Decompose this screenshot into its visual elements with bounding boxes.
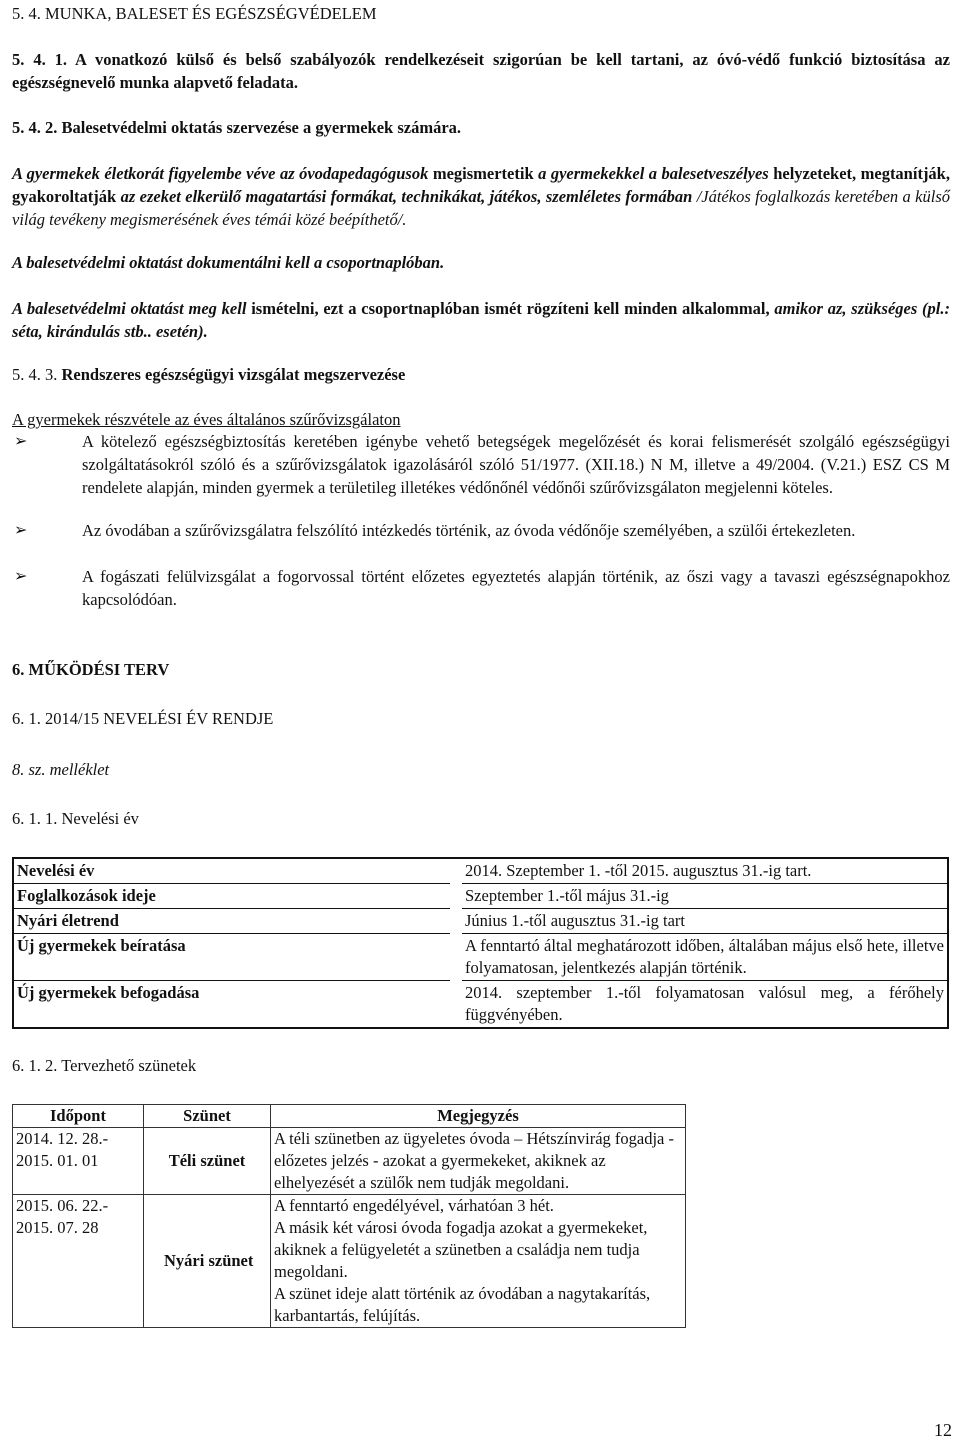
list-item [12, 565, 950, 611]
heading-6: 6. MŰKÖDÉSI TERV [12, 660, 170, 679]
column-header: Időpont [13, 1105, 144, 1128]
table-row [13, 909, 948, 934]
text-part: amikor az, szükséges (pl.: séta, kirándulás stb.. esetén). [12, 299, 951, 341]
arrow-bullet-icon: ➢ [14, 568, 28, 585]
table-row [13, 934, 948, 981]
heading-number: 5. 4. 3. [12, 365, 58, 384]
table-row [13, 858, 948, 884]
table-cell-value: Szeptember 1.-től május 31.-ig [462, 884, 948, 909]
text-part: A gyermekek életkorát figyelembe véve az óvodapedagógusok [12, 164, 429, 183]
break-note: A szünet ideje alatt történik az óvodában a nagytakarítás, karbantartás, felújítás. [274, 1284, 651, 1325]
text-part: A balesetvédelmi oktatást meg kell [12, 299, 247, 318]
table-row [13, 1128, 686, 1195]
break-note: A másik két városi óvoda fogadja azokat a gyermekeket, akiknek a felügyeletét a szünetben a családja nem tudja megoldani. [274, 1218, 648, 1281]
table-cell-label: Új gyermekek befogadása [13, 981, 450, 1029]
table-row [13, 884, 948, 909]
text-part: az ezeket elkerülő magatartási formákat, technikákat, játékos, szemléletes formában [120, 187, 693, 206]
heading-6-1-2: 6. 1. 2. Tervezhető szünetek [12, 1056, 197, 1075]
paragraph-safety-training [12, 162, 950, 231]
table-header-row [13, 1105, 686, 1128]
annex-label: 8. sz. melléklet [12, 760, 110, 779]
break-note-cell [271, 1195, 686, 1328]
arrow-bullet-icon: ➢ [14, 433, 28, 450]
paragraph-5-4-1: 5. 4. 1. A vonatkozó külső és belső szabályozók rendelkezéseit szigorúan be kell tartani, az óvó-védő funkció biztosítása az egészségnevelő munka alapvető feladata. [12, 50, 950, 92]
table-row [13, 1195, 686, 1328]
text-part: ismételni, ezt a csoportnaplóban ismét rögzíteni kell minden alkalommal, [251, 299, 770, 318]
heading-6-1-1: 6. 1. 1. Nevelési év [12, 809, 139, 828]
table-cell-label: Foglalkozások ideje [13, 884, 450, 909]
table-cell-label: Nyári életrend [13, 909, 450, 934]
table-cell-value: 2014. szeptember 1.-től folyamatosan valósul meg, a férőhely függvényében. [462, 981, 948, 1029]
heading-text: Rendszeres egészségügyi vizsgálat megszervezése [61, 365, 406, 384]
paragraph-repeat-training [12, 297, 950, 343]
break-date: 2015. 06. 22.- 2015. 07. 28 [13, 1195, 144, 1328]
table-cell-value: Június 1.-től augusztus 31.-ig tart [462, 909, 948, 934]
table-cell-label: Új gyermekek beíratása [13, 934, 450, 981]
table-cell-value: 2014. Szeptember 1. -től 2015. augusztus 31.-ig tart. [462, 858, 948, 884]
list-item-text: A kötelező egészségbiztosítás keretében igénybe vehető betegségek megelőzését és korai felismerését szolgáló egészségügyi szolgáltatásokról szóló és a szűrővizsgálatok igazolásáról szóló 51/1977. (XII.18.) N M, illetve a 49/2004. (V.21.) ESZ CS M rendelete alapján, minden gyermek a területileg illetékes védőnőnél védőnői szűrővizsgálaton megjelenni köteles. [82, 432, 950, 497]
heading-5-4-3 [12, 365, 405, 385]
heading-5-4-2: 5. 4. 2. Balesetvédelmi oktatás szervezése a gyermekek számára. [12, 118, 462, 137]
text-part: megismertetik [432, 164, 534, 183]
table-cell-label: Nevelési év [13, 858, 450, 884]
paragraph-documentation: A balesetvédelmi oktatást dokumentálni kell a csoportnaplóban. [12, 253, 445, 272]
break-note: A téli szünetben az ügyeletes óvoda – Hétszínvirág fogadja - előzetes jelzés - azokat a gyermekeket, akiknek az elhelyezését a szülők nem tudják megoldani. [271, 1128, 686, 1195]
page-number: 12 [934, 1420, 952, 1440]
column-header: Szünet [144, 1105, 271, 1128]
list-item-text: Az óvodában a szűrővizsgálatra felszólító intézkedés történik, az óvoda védőnője személyében, a szülői értekezleten. [82, 521, 856, 540]
list-item [12, 519, 950, 542]
breaks-table [12, 1104, 686, 1328]
text-part: a gyermekekkel a balesetveszélyes [538, 164, 769, 183]
school-year-table [12, 857, 949, 1029]
text-part: /Játékos foglalkozás keretében a külső világ tevékeny megismerésének éves témái közé beépíthető/. [12, 187, 951, 229]
column-header: Megjegyzés [271, 1105, 686, 1128]
arrow-bullet-icon: ➢ [14, 522, 28, 539]
list-item [12, 430, 950, 499]
break-note: A fenntartó engedélyével, várhatóan 3 hét. [274, 1196, 554, 1215]
text-part: helyzeteket, megtanítják, gyakoroltatják [12, 164, 950, 206]
break-date: 2014. 12. 28.- 2015. 01. 01 [13, 1128, 144, 1195]
table-row [13, 981, 948, 1029]
heading-6-1: 6. 1. 2014/15 NEVELÉSI ÉV RENDJE [12, 709, 274, 728]
break-name: Nyári szünet [144, 1195, 271, 1328]
heading-5-4: 5. 4. MUNKA, BALESET ÉS EGÉSZSÉGVÉDELEM [12, 4, 377, 23]
break-name: Téli szünet [144, 1128, 271, 1195]
table-cell-value: A fenntartó által meghatározott időben, általában május első hete, illetve folyamatosan, jelentkezés alapján történik. [462, 934, 948, 981]
subtitle-screening: A gyermekek részvétele az éves általános szűrővizsgálaton [12, 410, 401, 429]
list-item-text: A fogászati felülvizsgálat a fogorvossal történt előzetes egyeztetés alapján történik, az őszi vagy a tavaszi egészségnapokhoz kapcsolódóan. [82, 567, 950, 609]
